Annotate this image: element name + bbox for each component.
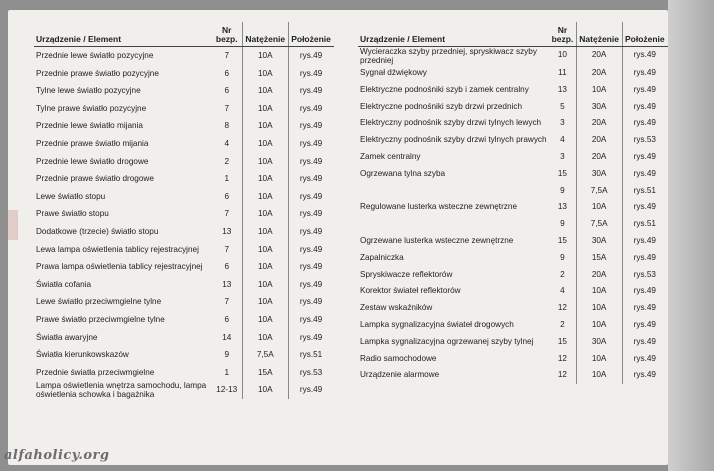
table-row [358, 183, 668, 200]
header-amperage: Natężenie [243, 22, 289, 47]
device-cell: Ogrzewane lusterka wsteczne zewnętrzne [360, 235, 514, 245]
fuse-number-cell: 12-13 [216, 385, 238, 395]
table-row [358, 233, 668, 250]
header-fuse-number: Nr bezp. [212, 22, 243, 47]
amperage-cell: 15A [577, 250, 623, 267]
table-row [34, 205, 334, 223]
position-cell: rys.49 [289, 100, 334, 118]
fuse-number-cell: 15 [557, 336, 567, 346]
device-cell: Elektryczne podnośniki szyb i zamek centralny [360, 84, 529, 94]
device-cell: Tylne lewe światło pozycyjne [36, 86, 141, 96]
fuse-number-cell: 9 [560, 219, 565, 229]
header-device: Urządzenie / Element [34, 22, 212, 47]
table-row [358, 250, 668, 267]
amperage-cell: 10A [243, 188, 289, 206]
device-cell: Lampka sygnalizacyjna świateł drogowych [360, 319, 514, 329]
position-cell: rys.51 [622, 216, 667, 233]
device-cell: Lewa lampa oświetlenia tablicy rejestracyjnej [36, 244, 199, 254]
amperage-cell: 10A [577, 300, 623, 317]
table-row [34, 276, 334, 294]
fuse-number-cell: 11 [558, 68, 567, 77]
device-cell: Dodatkowe (trzecie) światło stopu [36, 226, 159, 236]
amperage-cell: 10A [243, 47, 289, 65]
table-row [358, 216, 668, 233]
amperage-cell: 10A [577, 283, 623, 300]
device-cell: Tylne prawe światło pozycyjne [36, 103, 147, 113]
amperage-cell: 20A [577, 149, 623, 166]
position-cell: rys.51 [622, 183, 667, 200]
fuse-number-cell: 3 [560, 118, 565, 128]
header-device: Urządzenie / Element [358, 22, 550, 47]
fuse-number-cell: 6 [224, 191, 230, 201]
position-cell: rys.49 [622, 115, 667, 132]
fuse-number-cell: 15 [557, 235, 567, 245]
position-cell: rys.49 [622, 233, 667, 250]
table-row [34, 100, 334, 118]
fuse-table-right [358, 22, 668, 384]
amperage-cell: 10A [243, 100, 289, 118]
header-amperage: Natężenie [577, 22, 623, 47]
position-cell: rys.49 [289, 311, 334, 329]
fuse-number-cell: 9 [560, 185, 565, 195]
position-cell: rys.49 [622, 250, 667, 267]
device-cell: Urządzenie alarmowe [360, 370, 440, 380]
device-cell: Przednie prawe światło mijania [36, 138, 149, 148]
device-cell: Zestaw wskaźników [360, 303, 433, 313]
table-row [34, 135, 334, 153]
table-row [34, 364, 334, 382]
fuse-number-cell: 13 [222, 279, 232, 289]
header-position: Położenie [289, 22, 334, 47]
fuse-number-cell: 4 [224, 138, 230, 148]
table-row [34, 170, 334, 188]
position-cell: rys.49 [289, 170, 334, 188]
amperage-cell: 7,5A [243, 346, 289, 364]
position-cell: rys.53 [622, 267, 667, 284]
amperage-cell: 10A [243, 170, 289, 188]
device-cell: Lampa oświetlenia wnętrza samochodu, lampa oświetlenia schowka i bagażnika [36, 381, 207, 400]
amperage-cell: 10A [243, 117, 289, 135]
device-cell [358, 183, 550, 200]
fuse-number-cell: 2 [560, 319, 565, 329]
position-cell: rys.49 [289, 293, 334, 311]
position-cell: rys.49 [622, 317, 667, 334]
table-row [358, 82, 668, 99]
position-cell: rys.49 [289, 205, 334, 223]
fuse-number-cell: 4 [560, 135, 565, 145]
position-cell: rys.49 [289, 241, 334, 259]
device-cell: Lewe światło stopu [36, 191, 106, 201]
device-cell: Światła kierunkowskazów [36, 350, 129, 360]
device-cell: Spryskiwacze reflektorów [360, 269, 453, 279]
table-row [358, 199, 668, 216]
amperage-cell: 30A [577, 334, 623, 351]
fuse-table-left [34, 22, 334, 399]
table-row [34, 223, 334, 241]
device-cell: Elektryczne podnośniki szyb drzwi przednich [360, 101, 523, 111]
page-fold-mark [8, 210, 18, 240]
amperage-cell: 10A [243, 241, 289, 259]
table-row [358, 367, 668, 384]
device-cell [358, 216, 550, 233]
position-cell: rys.49 [622, 65, 667, 82]
position-cell: rys.49 [289, 82, 334, 100]
position-cell: rys.53 [289, 364, 334, 382]
device-cell: Przednie lewe światło drogowe [36, 156, 149, 166]
table-row [358, 283, 668, 300]
table-row [358, 166, 668, 183]
table-row [34, 117, 334, 135]
device-cell: Przednie światła przeciwmgielne [36, 367, 155, 377]
amperage-cell: 20A [577, 267, 623, 284]
amperage-cell: 10A [577, 199, 623, 216]
table-row [358, 132, 668, 149]
device-cell: Sygnał dźwiękowy [360, 68, 427, 77]
amperage-cell: 7,5A [577, 183, 623, 200]
table-row [34, 329, 334, 347]
table-row [34, 258, 334, 276]
position-cell: rys.49 [289, 329, 334, 347]
table-row [358, 115, 668, 132]
amperage-cell: 30A [577, 233, 623, 250]
amperage-cell: 20A [577, 47, 623, 66]
position-cell: rys.49 [622, 367, 667, 384]
table-row [34, 346, 334, 364]
table-header-row [34, 22, 334, 47]
fuse-number-cell: 10 [557, 50, 567, 59]
fuse-number-cell: 6 [224, 262, 230, 272]
table-row [358, 99, 668, 116]
position-cell: rys.49 [289, 188, 334, 206]
device-cell: Radio samochodowe [360, 353, 437, 363]
fuse-number-cell: 3 [560, 151, 565, 161]
header-position: Położenie [622, 22, 667, 47]
fuse-number-cell: 15 [557, 168, 567, 178]
fuse-number-cell: 9 [560, 252, 565, 262]
amperage-cell: 20A [577, 65, 623, 82]
fuse-number-cell: 8 [224, 121, 230, 131]
table-row [358, 351, 668, 368]
table-header-row [358, 22, 668, 47]
position-cell: rys.49 [622, 82, 667, 99]
table-row [34, 293, 334, 311]
amperage-cell: 10A [243, 65, 289, 83]
position-cell: rys.49 [622, 166, 667, 183]
amperage-cell: 10A [243, 276, 289, 294]
fuse-number-cell: 14 [222, 332, 232, 342]
device-cell: Elektryczny podnośnik szyby drzwi tylnych prawych [360, 135, 547, 145]
position-cell: rys.49 [622, 199, 667, 216]
fuse-number-cell: 12 [557, 353, 567, 363]
fuse-number-cell: 12 [557, 303, 567, 313]
fuse-number-cell: 6 [224, 86, 230, 96]
device-cell: Zamek centralny [360, 151, 421, 161]
amperage-cell: 10A [577, 367, 623, 384]
table-body-left [34, 47, 334, 400]
amperage-cell: 10A [243, 381, 289, 399]
position-cell: rys.49 [622, 47, 667, 66]
fuse-number-cell: 2 [224, 156, 230, 166]
position-cell: rys.49 [622, 99, 667, 116]
position-cell: rys.49 [289, 258, 334, 276]
fuse-number-cell: 7 [224, 297, 230, 307]
fuse-number-cell: 1 [224, 367, 230, 377]
position-cell: rys.49 [289, 47, 334, 65]
table-row [34, 65, 334, 83]
amperage-cell: 30A [577, 166, 623, 183]
position-cell: rys.49 [622, 351, 667, 368]
amperage-cell: 10A [243, 223, 289, 241]
position-cell: rys.49 [289, 135, 334, 153]
device-cell: Przednie lewe światło pozycyjne [36, 51, 154, 60]
fuse-number-cell: 13 [222, 226, 232, 236]
fuse-number-cell: 4 [560, 286, 565, 296]
fuse-number-cell: 2 [560, 269, 565, 279]
table-row [34, 188, 334, 206]
table-row [358, 267, 668, 284]
position-cell: rys.49 [289, 276, 334, 294]
table-row [34, 381, 334, 399]
fuse-number-cell: 7 [224, 244, 230, 254]
table-row [358, 300, 668, 317]
device-cell: Elektryczny podnośnik szyby drzwi tylnych lewych [360, 118, 542, 128]
position-cell: rys.49 [289, 65, 334, 83]
fuse-number-cell: 12 [557, 370, 567, 380]
amperage-cell: 20A [577, 132, 623, 149]
table-row [358, 65, 668, 82]
position-cell: rys.51 [289, 346, 334, 364]
fuse-number-cell: 7 [224, 103, 230, 113]
table-row [358, 317, 668, 334]
position-cell: rys.49 [622, 300, 667, 317]
amperage-cell: 10A [243, 205, 289, 223]
fuse-number-cell: 6 [224, 68, 230, 78]
table-row [358, 334, 668, 351]
amperage-cell: 10A [577, 317, 623, 334]
device-cell: Ogrzewana tylna szyba [360, 168, 446, 178]
fuse-number-cell: 13 [557, 202, 567, 212]
position-cell: rys.49 [622, 149, 667, 166]
amperage-cell: 10A [243, 293, 289, 311]
amperage-cell: 10A [243, 135, 289, 153]
amperage-cell: 10A [577, 351, 623, 368]
fuse-number-cell: 5 [560, 101, 565, 111]
amperage-cell: 10A [243, 153, 289, 171]
amperage-cell: 15A [243, 364, 289, 382]
device-cell: Lewe światło przeciwmgielne tylne [36, 297, 162, 307]
table-row [34, 82, 334, 100]
device-cell: Światła cofania [36, 279, 92, 289]
device-cell: Przednie prawe światło pozycyjne [36, 68, 159, 78]
device-cell: Przednie prawe światło drogowe [36, 174, 154, 184]
fuse-number-cell: 9 [224, 350, 230, 360]
amperage-cell: 10A [577, 82, 623, 99]
device-cell: Prawe światło przeciwmgielne tylne [36, 314, 165, 324]
device-cell: Regulowane lusterka wsteczne zewnętrzne [360, 202, 518, 212]
fuse-number-cell: 7 [224, 51, 230, 60]
fuse-number-cell: 7 [224, 209, 230, 219]
position-cell: rys.49 [289, 153, 334, 171]
amperage-cell: 30A [577, 99, 623, 116]
device-cell: Przednie lewe światło mijania [36, 121, 143, 131]
position-cell: rys.49 [289, 117, 334, 135]
page-edge-shadow [668, 0, 714, 471]
amperage-cell: 20A [577, 115, 623, 132]
device-cell: Wycieraczka szyby przedniej, spryskiwacz szyby przedniej [360, 47, 537, 65]
position-cell: rys.49 [289, 381, 334, 399]
watermark-text: alfaholicy.org [4, 448, 110, 463]
position-cell: rys.49 [622, 283, 667, 300]
amperage-cell: 10A [243, 311, 289, 329]
fuse-number-cell: 6 [224, 314, 230, 324]
table-row [34, 311, 334, 329]
amperage-cell: 10A [243, 82, 289, 100]
position-cell: rys.53 [622, 132, 667, 149]
position-cell: rys.49 [289, 223, 334, 241]
table-row [358, 47, 668, 66]
device-cell: Światła awaryjne [36, 332, 98, 342]
amperage-cell: 7,5A [577, 216, 623, 233]
fuse-number-cell: 13 [557, 84, 567, 94]
amperage-cell: 10A [243, 258, 289, 276]
position-cell: rys.49 [622, 334, 667, 351]
device-cell: Korektor świateł reflektorów [360, 286, 461, 296]
fuse-number-cell: 1 [224, 174, 230, 184]
amperage-cell: 10A [243, 329, 289, 347]
header-fuse-number: Nr bezp. [550, 22, 577, 47]
table-row [34, 241, 334, 259]
device-cell: Prawa lampa oświetlenia tablicy rejestracyjnej [36, 262, 203, 272]
table-body-right [358, 47, 668, 385]
table-row [358, 149, 668, 166]
device-cell: Prawe światło stopu [36, 209, 109, 219]
device-cell: Zapalniczka [360, 252, 404, 262]
table-row [34, 47, 334, 65]
table-row [34, 153, 334, 171]
device-cell: Lampka sygnalizacyjna ogrzewanej szyby tylnej [360, 336, 534, 346]
